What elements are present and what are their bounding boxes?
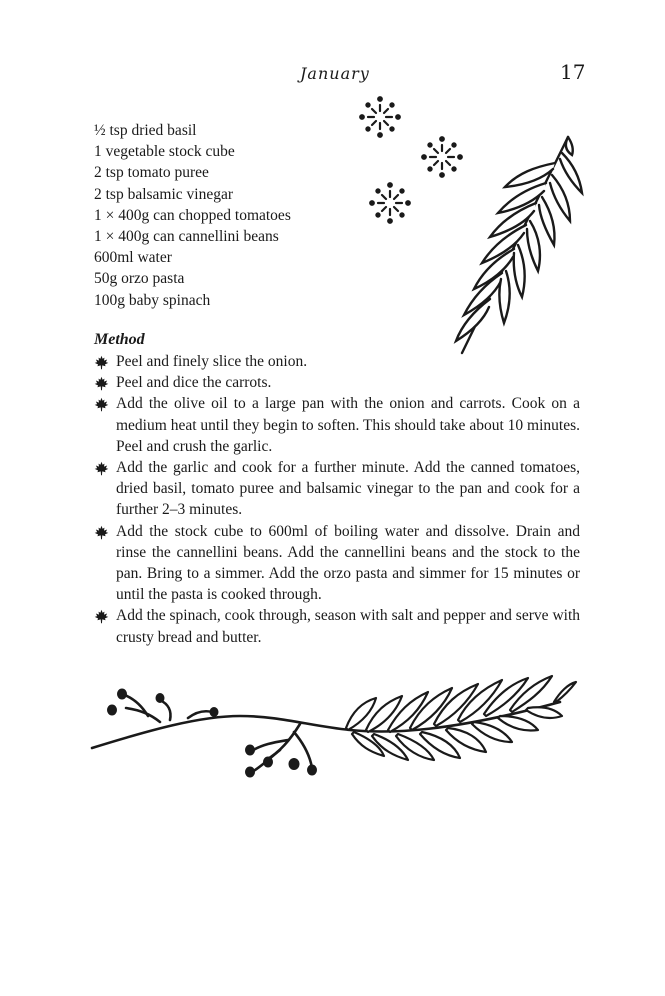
ingredient-item: 2 tsp balsamic vinegar (94, 185, 234, 203)
step-text: Add the garlic and cook for a further minute. Add the canned tomatoes, dried basil, tomato puree and balsamic vinegar to the pan and cook for a further 2–3 minutes. (116, 459, 580, 519)
maple-leaf-icon (94, 609, 109, 624)
step-text: Add the stock cube to 600ml of boiling water and dissolve. Drain and rinse the cannellini beans. Add the cannellini beans and the stock to the pan. Bring to a simmer. Add the orzo pasta and simmer for 15 minutes or until the pasta is cooked through. (116, 522, 580, 604)
rosemary-sprig (346, 676, 576, 760)
ingredient-item: 2 tsp tomato puree (94, 164, 209, 182)
method-step (94, 521, 580, 606)
snowflake-icon (360, 97, 400, 137)
ingredient-item: 1 × 400g can chopped tomatoes (94, 206, 291, 224)
method-steps (94, 351, 580, 648)
maple-leaf-icon (94, 397, 109, 412)
method-step (94, 457, 580, 521)
snowflake-icon (370, 183, 410, 223)
ingredients-list (94, 120, 291, 311)
snowflake-icon (422, 137, 462, 177)
chapter-title: January (300, 64, 370, 83)
step-text: Peel and finely slice the onion. (116, 353, 308, 370)
maple-leaf-icon (94, 525, 109, 540)
ingredient-item: 100g baby spinach (94, 291, 211, 309)
method-heading: Method (94, 331, 145, 348)
ingredient-item: 1 vegetable stock cube (94, 143, 235, 161)
step-text: Add the olive oil to a large pan with the onion and carrots. Cook on a medium heat until they begin to soften. This should take about 10 minutes. Peel and crush the garlic. (116, 395, 580, 455)
method-step (94, 372, 580, 393)
maple-leaf-icon (94, 376, 109, 391)
branch-illustration (90, 672, 580, 782)
ingredient-item: 600ml water (94, 249, 172, 267)
ingredient-item: 1 × 400g can cannellini beans (94, 228, 279, 246)
rosemary-sprig (456, 137, 582, 353)
method-step (94, 605, 580, 647)
page-number: 17 (560, 60, 586, 84)
ingredient-item: ½ tsp dried basil (94, 122, 197, 139)
ingredient-item: 50g orzo pasta (94, 270, 185, 288)
step-text: Peel and dice the carrots. (116, 374, 272, 392)
snowflake-sprigs-illustration (350, 95, 590, 360)
maple-leaf-icon (94, 461, 109, 476)
method-step (94, 393, 580, 457)
running-head (0, 60, 665, 90)
step-text: Add the spinach, cook through, season with salt and pepper and serve with crusty bread and butter. (116, 607, 580, 646)
maple-leaf-icon (94, 355, 109, 370)
